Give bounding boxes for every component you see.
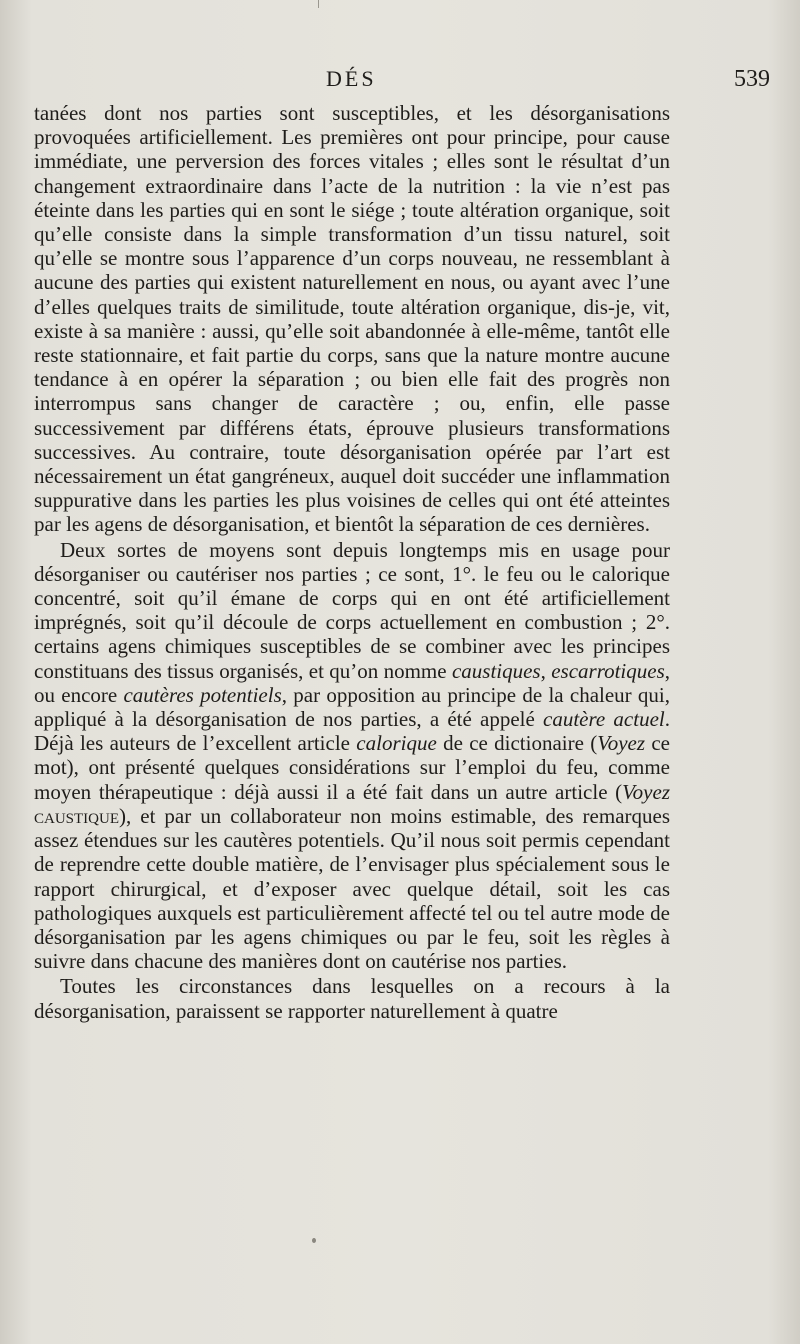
italic-term: Voyez: [622, 779, 670, 804]
text-run: . Déjà les auteurs de l’excellent article: [34, 707, 670, 756]
page-number: 539: [734, 66, 770, 92]
text-run: de ce dictionaire (: [436, 731, 598, 756]
text-run: ,: [540, 658, 552, 683]
text-run: , par opposition au principe de la chaleur qui, appliqué à la désorganisation de nos parties, a été appelé: [34, 682, 670, 732]
italic-term: cautère actuel: [543, 707, 665, 732]
text-run: , ou encore: [34, 658, 671, 707]
text-run: Toutes les circonstances dans lesquelles on a recours à la désorganisation, paraissent se rapporter naturellement à quatre: [34, 974, 670, 1023]
text-run: tanées dont nos parties sont susceptibles, et les désorganisations provoquées artificiellement. Les premières ont pour principe, pour cause immédiate, une perversion des forces vitales ; elles sont le résultat d’un changement extraordinaire dans l’acte de la nutrition : la vie n’est pas éteinte dans les parties qui en sont le siége ; toute altération organique, soit qu’elle consiste dans la simple transformation d’un tissu naturel, soit qu’elle se montre sous l’apparence d’un corps nouveau, ne ressemblant à aucune des parties qui existent naturellement en nous, ou ayant avec l’une d’elles quelques traits de similitude, toute altération organique, dis-je, vit, existe à sa manière : aussi, qu’elle soit abandonnée à elle-même, tantôt elle reste stationnaire, et fait partie du corps, sans que la nature montre aucune tendance à en opérer la séparation ; ou bien elle fait des progrès non interrompus sans changer de caractère ; ou, enfin, elle passe successivement par différens états, éprouve plusieurs transformations successives. Au contraire, toute désorganisation opérée par l’art est nécessairement un état gangréneux, auquel doit succéder une inflammation suppurative dans les parties les plus voisines de celles qui ont été atteintes par les agens de désorganisation, et bientôt la séparation de ces dernières.: [34, 101, 670, 537]
smallcaps-term: caustique: [34, 803, 119, 828]
paragraph-3: [34, 974, 670, 1022]
text-run: Deux sortes de moyens sont depuis longtemps mis en usage pour désorganiser ou cautériser nos parties ; ce sont, 1°. le feu ou le calorique concentré, soit qu’il émane de corps qui en ont été artificiellement imprégnés, soit qu’il découle de corps actuellement en combustion ; 2°. certains agens chimiques susceptibles de se combiner avec les principes constituans des tissus organisés, et qu’on nomme: [34, 537, 670, 683]
body-text: [34, 101, 670, 1023]
page-mark: [318, 0, 319, 8]
text-run: ), et par un collaborateur non moins estimable, des remarques assez étendues sur les cautères potentiels. Qu’il nous soit permis cependant de reprendre cette double matière, de l’envisager plus spécialement sous le rapport chirurgical, et d’exposer avec quelque détail, soit les cas pathologiques auxquels est particulièrement affecté tel ou tel autre mode de désorganisation par les agens chimiques ou par le feu, soit les règles à suivre dans chacune des manières dont on cautérise nos parties.: [34, 803, 670, 974]
running-head: DÉS: [326, 66, 377, 91]
paragraph-1: [34, 101, 670, 537]
italic-term: calorique: [356, 731, 437, 756]
page-header: [34, 66, 770, 100]
italic-term: cautères potentiels: [123, 682, 282, 707]
ink-speck: [312, 1238, 316, 1243]
italic-term: Voyez: [597, 731, 646, 756]
paragraph-2: [34, 538, 670, 974]
italic-term: caustiques: [451, 658, 541, 683]
text-run: ce mot), ont présenté quelques considérations sur l’emploi du feu, comme moyen thérapeutique : déjà aussi il a été fait dans un autre article (: [34, 731, 670, 804]
italic-term: escarrotiques: [551, 658, 665, 683]
